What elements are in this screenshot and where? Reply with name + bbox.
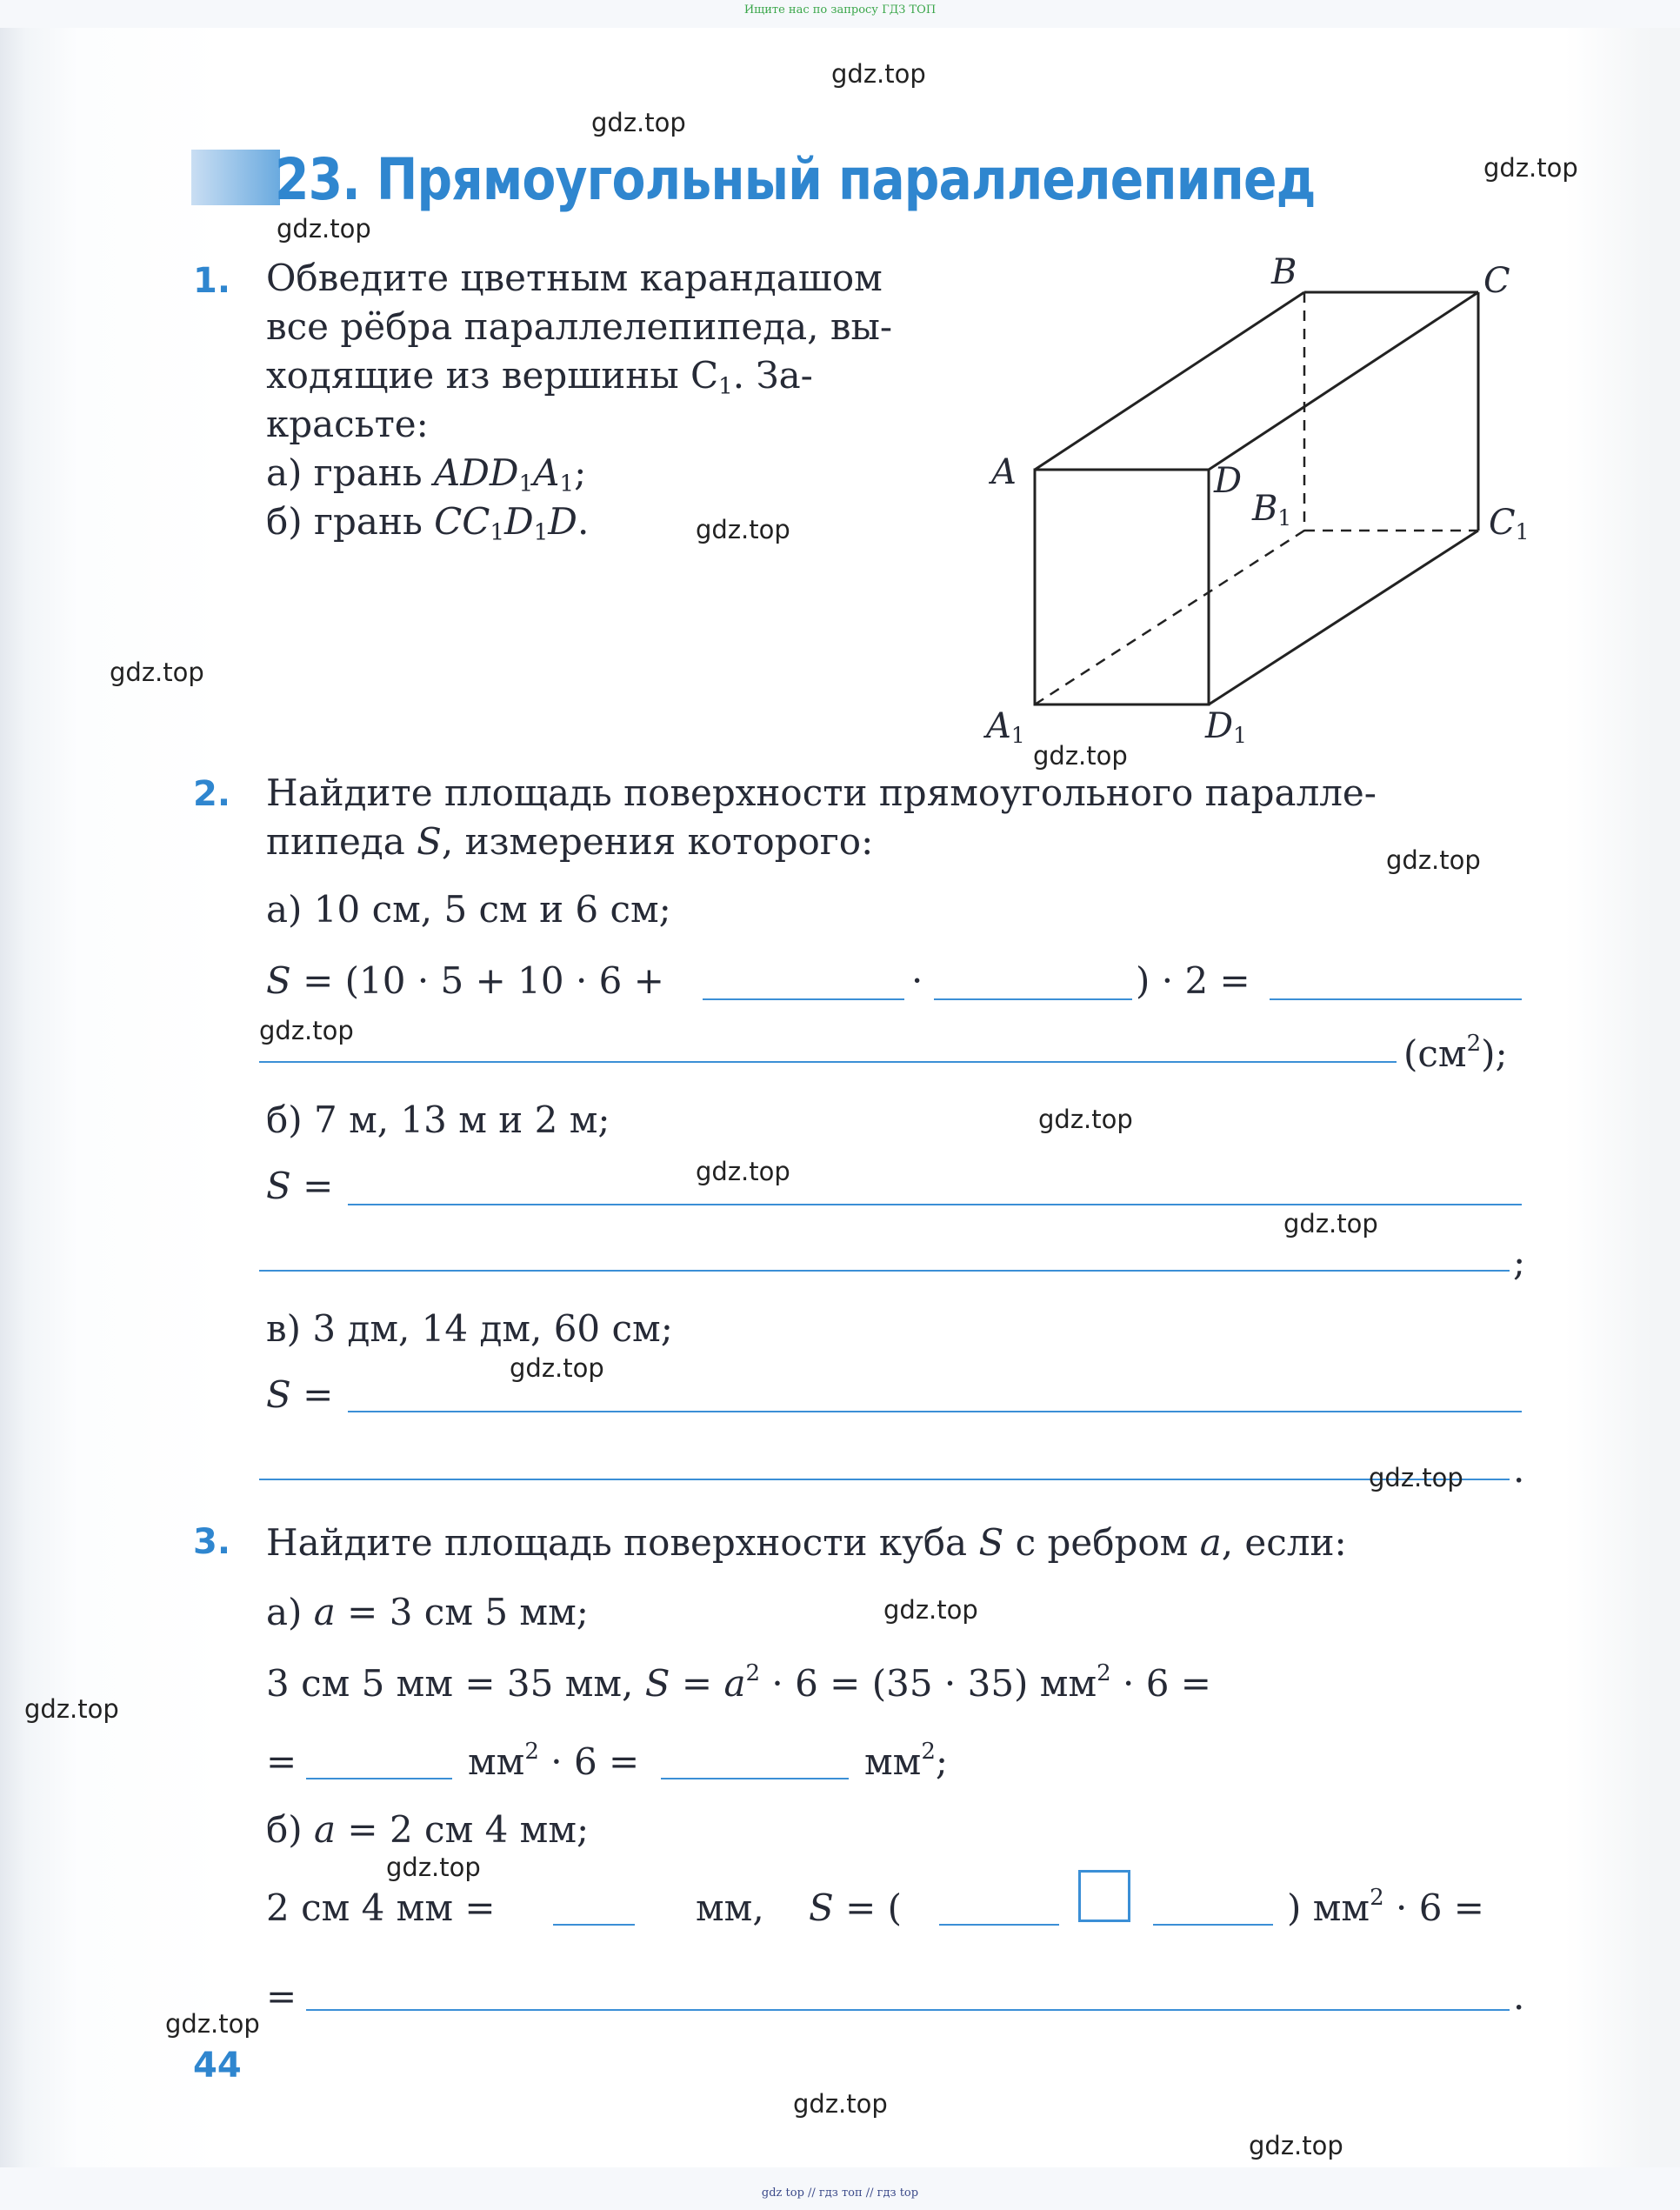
- task-2-item-b-s: S =: [266, 1165, 334, 1207]
- watermark: gdz.top: [110, 658, 204, 687]
- watermark: gdz.top: [386, 1853, 481, 1882]
- label-B: B: [1271, 252, 1297, 292]
- label-A: A: [991, 452, 1017, 492]
- task-2c-answer-field-1[interactable]: [348, 1411, 1522, 1412]
- label-C: C: [1483, 261, 1510, 301]
- page-number: 44: [193, 2046, 242, 2086]
- task-1-line-2: все рёбра параллелепипеда, вы-: [266, 305, 893, 348]
- task-3-item-a-calc: 3 см 5 мм = 35 мм, $S = a^2 \cdot 6 = (35 \cdot 35) мм^2 \cdot 6$ =: [266, 1659, 1212, 1705]
- task-3-item-a-label: а) a = 3 см 5 мм;: [266, 1591, 589, 1633]
- watermark: gdz.top: [24, 1694, 119, 1724]
- edge-DC: [1209, 292, 1478, 470]
- task-3b-answer-field-1[interactable]: [553, 1924, 635, 1926]
- watermark: gdz.top: [1283, 1209, 1378, 1239]
- watermark: gdz.top: [1249, 2131, 1343, 2160]
- task-2a-answer-field-1[interactable]: [703, 998, 904, 1000]
- task-3b-answer-field-3[interactable]: [1153, 1924, 1273, 1926]
- watermark: gdz.top: [510, 1353, 604, 1383]
- task-1-item-a: а) грань $ADD_1A_1$;: [266, 451, 587, 497]
- task-1-line-1: Обведите цветным карандашом: [266, 257, 883, 299]
- task-2a-answer-field-4[interactable]: [259, 1061, 1397, 1063]
- front-face: [1035, 470, 1209, 704]
- task-3-item-b-calc-end: ) $мм^2 \cdot 6$ =: [1287, 1884, 1484, 1929]
- task-2-item-a-label: а) 10 см, 5 см и 6 см;: [266, 888, 671, 931]
- task-3-item-b-calc-s: S = (: [809, 1886, 903, 1929]
- task-1-number: 1.: [193, 261, 231, 301]
- watermark: gdz.top: [1038, 1105, 1133, 1134]
- task-1-line-3: ходящие из вершины $C_1$. За-: [266, 354, 813, 400]
- watermark: gdz.top: [883, 1595, 978, 1625]
- label-C1: $C_1$: [1489, 503, 1530, 545]
- watermark: gdz.top: [831, 59, 926, 89]
- task-2c-answer-field-2[interactable]: [259, 1479, 1510, 1480]
- top-banner: Ищите нас по запросу ГДЗ ТОП: [743, 3, 937, 17]
- task-1-line-4: красьте:: [266, 403, 429, 445]
- edge-D1C1: [1209, 531, 1478, 704]
- task-2-item-a-formula-start: S = (10 · 5 + 10 · 6 +: [266, 959, 664, 1002]
- label-B1: $B_1$: [1252, 489, 1292, 531]
- task-2-number: 2.: [193, 774, 231, 814]
- task-2-item-b-label: б) 7 м, 13 м и 2 м;: [266, 1098, 610, 1141]
- task-3b-answer-field-2[interactable]: [939, 1924, 1059, 1926]
- task-2-item-a-dot: ·: [911, 959, 923, 1002]
- task-2-item-a-formula-end: ) · 2 =: [1136, 959, 1250, 1002]
- hidden-edge-A1B1: [1035, 531, 1304, 704]
- label-D1: $D_1$: [1205, 706, 1247, 749]
- task-2a-answer-field-2[interactable]: [934, 998, 1132, 1000]
- watermark: gdz.top: [1369, 1463, 1463, 1492]
- watermark: gdz.top: [793, 2089, 888, 2119]
- bottom-banner: gdz top // гдз топ // гдз top: [761, 2187, 919, 2200]
- task-3-item-a-result-eq: =: [266, 1740, 297, 1783]
- watermark: gdz.top: [1386, 845, 1481, 875]
- task-3-item-b-calc-start: 2 см 4 мм =: [266, 1886, 496, 1929]
- watermark: gdz.top: [277, 214, 371, 244]
- task-3-item-a-result-end: $мм^2$;: [864, 1738, 949, 1783]
- task-2a-answer-field-3[interactable]: [1270, 998, 1522, 1000]
- task-3-item-b-result-eq: =: [266, 1975, 297, 2018]
- watermark: gdz.top: [1033, 741, 1128, 771]
- task-2-item-c-s: S =: [266, 1373, 334, 1416]
- task-3-item-b-result-end: .: [1513, 1975, 1525, 2018]
- page-title: 23. Прямоугольный параллелепипед: [275, 146, 1316, 213]
- watermark: gdz.top: [591, 108, 686, 137]
- title-accent-bar: [191, 150, 280, 205]
- watermark: gdz.top: [165, 2009, 260, 2039]
- label-D: D: [1214, 461, 1243, 501]
- task-3-number: 3.: [193, 1522, 231, 1562]
- watermark: gdz.top: [1483, 153, 1578, 183]
- task-3-item-a-result-mid: $мм^2 \cdot 6$ =: [468, 1738, 640, 1783]
- task-3b-answer-field-4[interactable]: [306, 2009, 1510, 2011]
- task-2-line-2: пипеда S, измерения которого:: [266, 820, 874, 863]
- task-3a-answer-field-2[interactable]: [661, 1778, 849, 1779]
- task-2b-answer-field-1[interactable]: [348, 1204, 1522, 1205]
- task-3b-operator-box[interactable]: [1078, 1870, 1130, 1922]
- task-2-item-a-unit: $(см^2)$;: [1403, 1030, 1508, 1075]
- task-2-line-1: Найдите площадь поверхности прямоугольного паралле-: [266, 771, 1377, 814]
- watermark: gdz.top: [259, 1016, 354, 1045]
- task-2-item-c-end: .: [1513, 1448, 1525, 1491]
- task-1-item-b: б) грань $CC_1D_1D$.: [266, 500, 590, 546]
- task-2-item-b-end: ;: [1513, 1241, 1526, 1284]
- watermark: gdz.top: [696, 1157, 790, 1186]
- task-3a-answer-field-1[interactable]: [306, 1778, 452, 1779]
- label-A1: $A_1$: [986, 706, 1025, 749]
- task-2b-answer-field-2[interactable]: [259, 1270, 1510, 1272]
- task-3-item-b-calc-mm: мм,: [696, 1886, 764, 1929]
- edge-AB: [1035, 292, 1304, 470]
- task-3-line-1: Найдите площадь поверхности куба S с ребром a, если:: [266, 1521, 1347, 1564]
- task-3-item-b-label: б) a = 2 см 4 мм;: [266, 1808, 590, 1851]
- task-2-item-c-label: в) 3 дм, 14 дм, 60 см;: [266, 1307, 673, 1350]
- watermark: gdz.top: [696, 515, 790, 544]
